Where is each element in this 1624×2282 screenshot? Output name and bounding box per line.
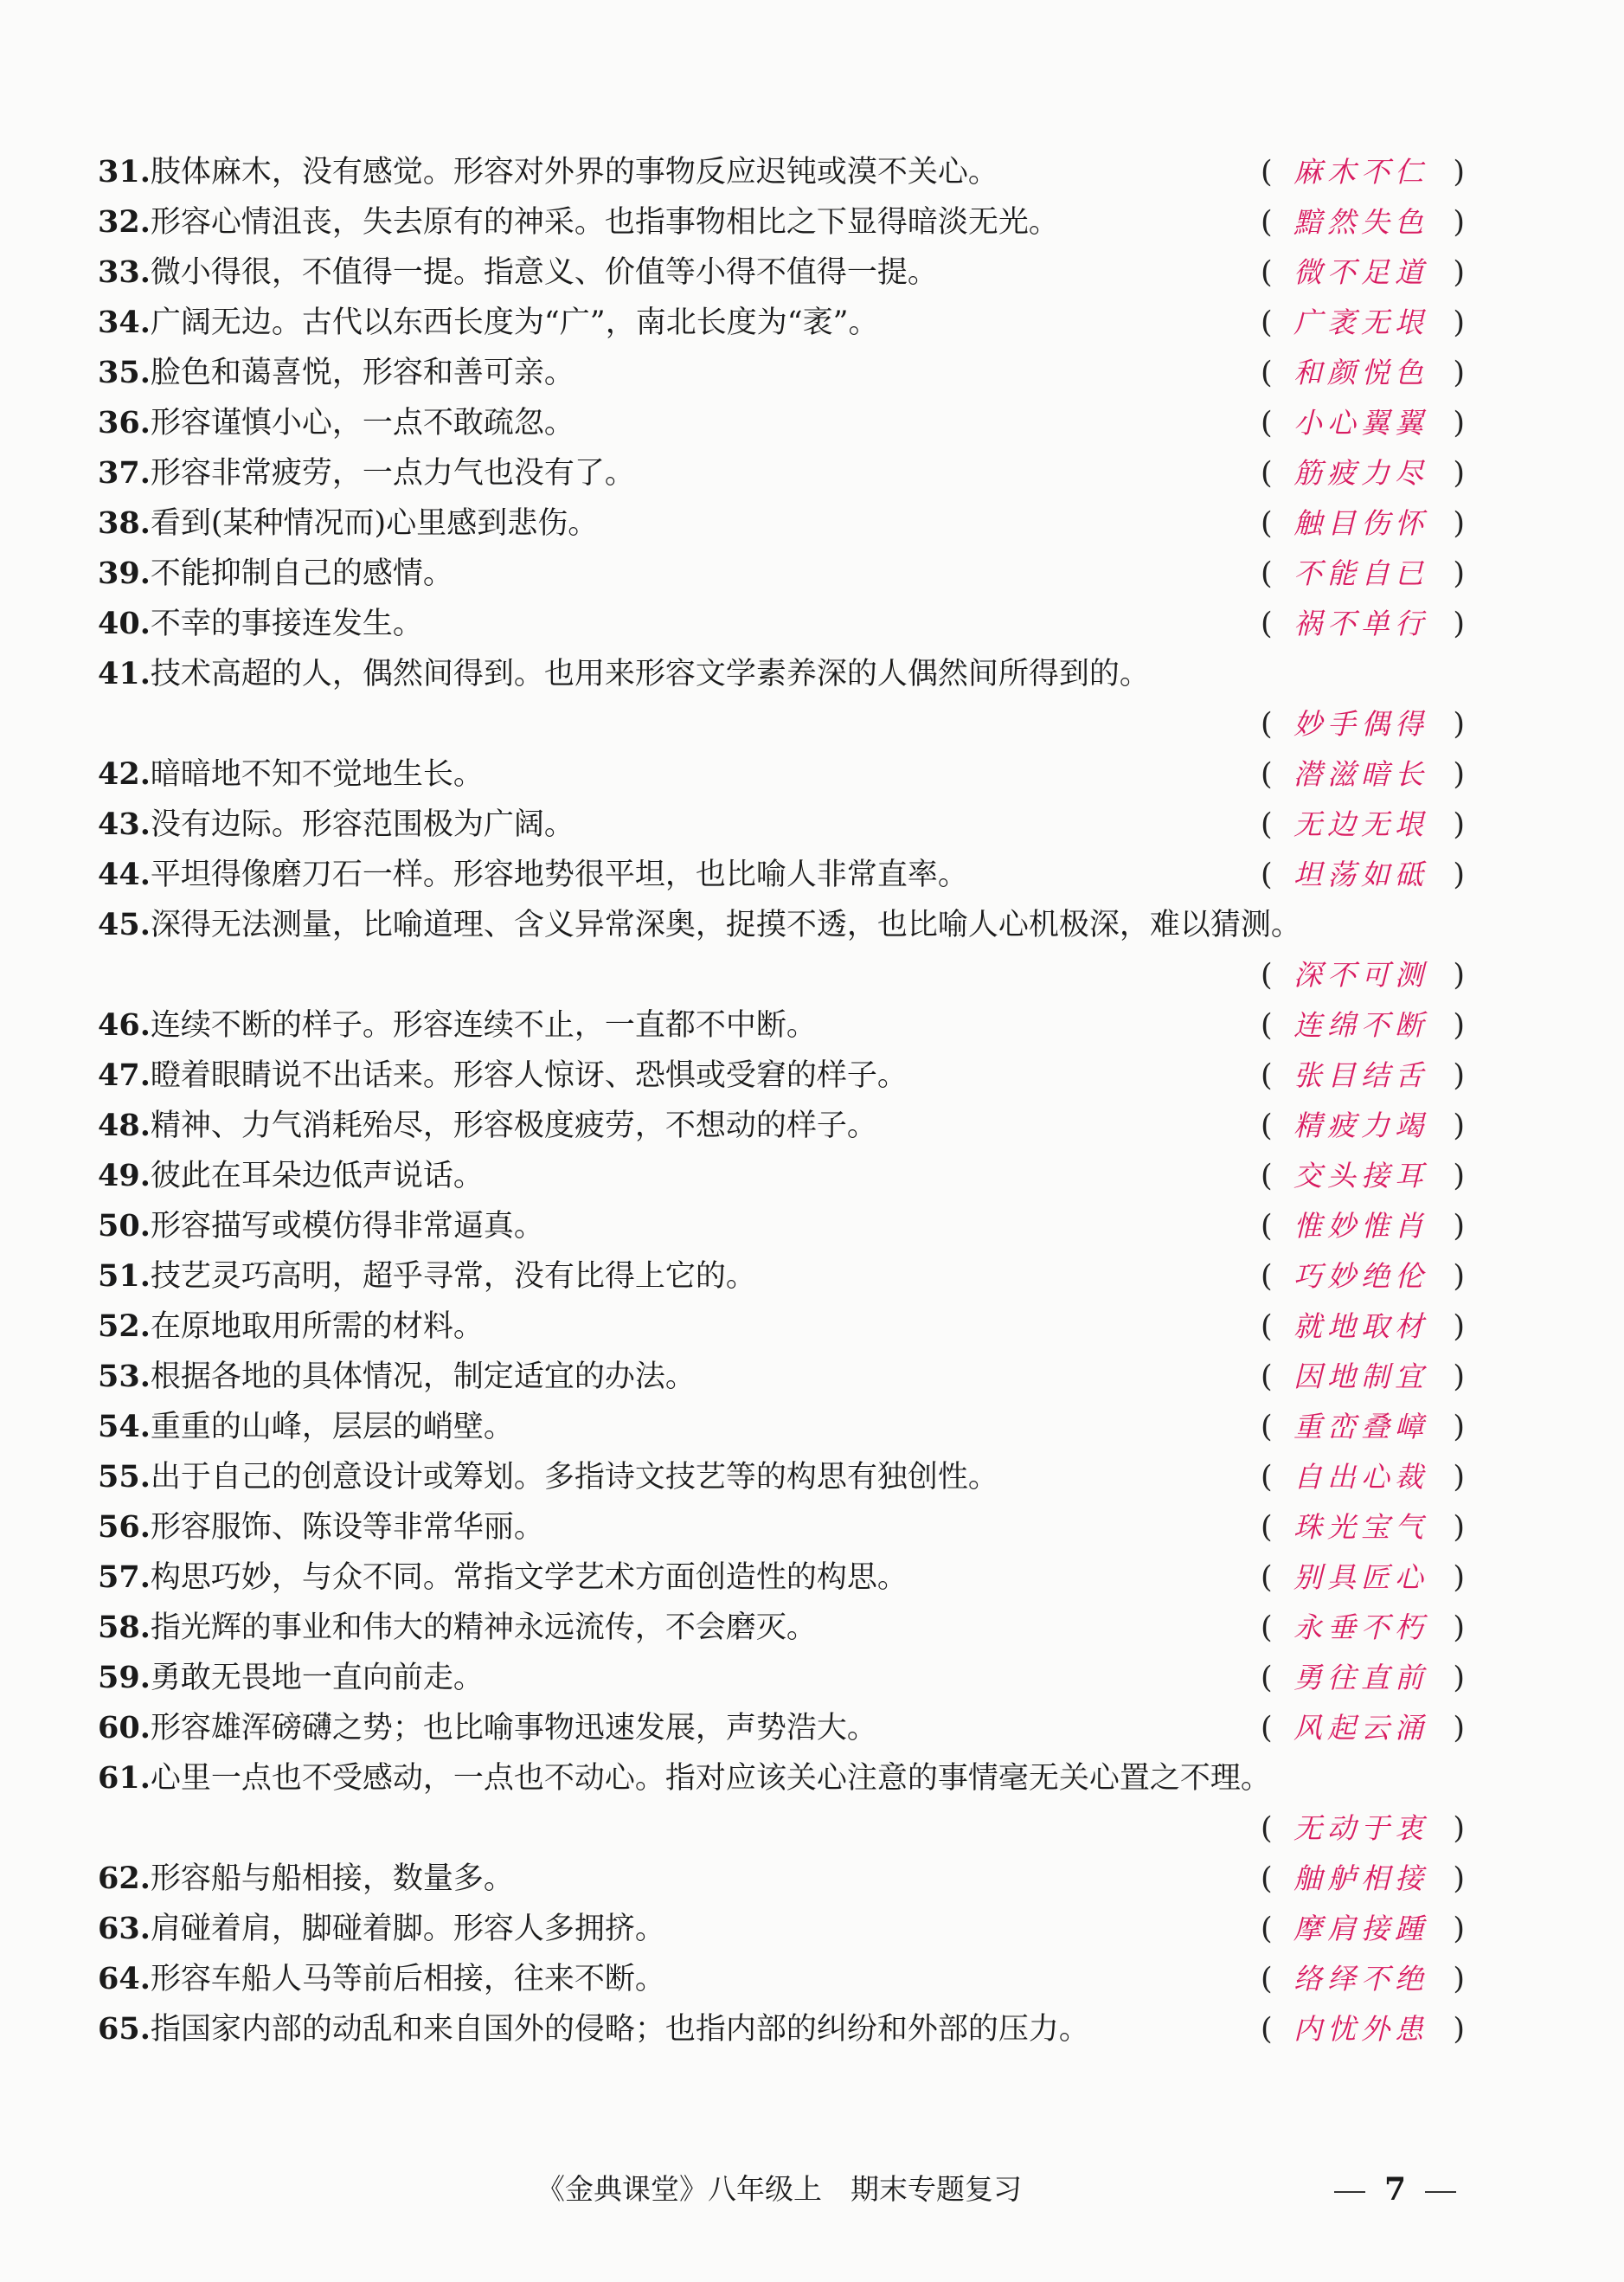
question — [98, 1352, 696, 1402]
question-text: 构思巧妙，与众不同。常指文学艺术方面创造性的构思。 — [150, 1560, 908, 1595]
close-paren: ) — [1453, 1460, 1465, 1495]
question-number: 41. — [98, 656, 151, 691]
close-paren: ) — [1453, 1360, 1465, 1394]
handwritten-answer: 麻木不仁 — [1293, 155, 1428, 189]
list-item — [98, 1502, 1465, 1552]
close-paren: ) — [1453, 1861, 1465, 1896]
question-text: 出于自己的创意设计或筹划。多指诗文技艺等的构思有独创性。 — [150, 1460, 998, 1495]
question-number: 56. — [98, 1509, 151, 1545]
close-paren: ) — [1453, 1560, 1465, 1595]
question-number: 51. — [98, 1258, 151, 1294]
close-paren: ) — [1453, 406, 1465, 440]
close-paren: ) — [1453, 1008, 1465, 1043]
list-item — [98, 1603, 1465, 1653]
handwritten-answer: 惟妙惟肖 — [1293, 1209, 1428, 1243]
handwritten-answer: 无边无垠 — [1293, 807, 1428, 841]
handwritten-answer: 永垂不朽 — [1293, 1610, 1428, 1644]
question — [98, 1201, 544, 1251]
question-number: 46. — [98, 1007, 151, 1043]
handwritten-answer: 珠光宝气 — [1293, 1510, 1428, 1544]
close-paren: ) — [1453, 556, 1465, 591]
close-paren: ) — [1453, 255, 1465, 290]
question-number: 42. — [98, 756, 151, 792]
list-item — [98, 247, 1465, 298]
close-paren: ) — [1453, 2012, 1465, 2047]
question-text: 形容车船人马等前后相接，往来不断。 — [150, 1962, 665, 1996]
handwritten-answer: 触目伤怀 — [1293, 506, 1428, 540]
close-paren: ) — [1453, 707, 1465, 742]
list-item — [98, 147, 1465, 197]
question-text: 形容雄浑磅礴之势；也比喻事物迅速发展，声势浩大。 — [150, 1711, 877, 1745]
close-paren: ) — [1453, 1510, 1465, 1545]
question — [98, 1302, 484, 1352]
handwritten-answer: 精疲力竭 — [1293, 1109, 1428, 1142]
open-paren: ( — [1261, 1560, 1273, 1595]
question-text: 精神、力气消耗殆尽，形容极度疲劳，不想动的样子。 — [150, 1109, 877, 1143]
question-number: 36. — [98, 405, 151, 440]
handwritten-answer: 因地制宜 — [1293, 1360, 1428, 1393]
question-number: 54. — [98, 1409, 151, 1444]
list-item — [98, 348, 1465, 398]
list-item — [98, 1904, 1465, 1954]
question-text: 肩碰着肩，脚碰着脚。形容人多拥挤。 — [150, 1912, 665, 1946]
list-item — [98, 850, 1465, 900]
close-paren: ) — [1453, 1711, 1465, 1745]
open-paren: ( — [1261, 1861, 1273, 1896]
close-paren: ) — [1453, 1962, 1465, 1996]
idiom-list — [98, 147, 1465, 2054]
question-number: 32. — [98, 204, 151, 240]
open-paren: ( — [1261, 1058, 1273, 1093]
question — [98, 1051, 908, 1101]
question-text: 深得无法测量，比喻道理、含义异常深奥，捉摸不透，也比喻人心机极深，难以猜测。 — [150, 908, 1301, 942]
question-number: 55. — [98, 1459, 151, 1495]
open-paren: ( — [1261, 757, 1273, 792]
handwritten-answer: 连绵不断 — [1293, 1008, 1428, 1042]
handwritten-answer: 交头接耳 — [1293, 1159, 1428, 1192]
question — [98, 398, 574, 448]
close-paren: ) — [1453, 1259, 1465, 1294]
handwritten-answer: 别具匠心 — [1293, 1560, 1428, 1594]
question-number: 38. — [98, 505, 151, 541]
open-paren: ( — [1261, 1912, 1273, 1946]
question-number: 34. — [98, 305, 151, 340]
close-paren: ) — [1453, 807, 1465, 842]
open-paren: ( — [1261, 406, 1273, 440]
close-paren: ) — [1453, 506, 1465, 541]
list-item — [98, 1954, 1465, 2004]
question-number: 49. — [98, 1158, 151, 1193]
list-item — [98, 398, 1465, 448]
open-paren: ( — [1261, 1410, 1273, 1444]
handwritten-answer: 广袤无垠 — [1293, 305, 1428, 339]
open-paren: ( — [1261, 1661, 1273, 1695]
handwritten-answer: 络绎不绝 — [1293, 1962, 1428, 1996]
question-number: 47. — [98, 1057, 151, 1093]
question-text: 勇敢无畏地一直向前走。 — [150, 1661, 484, 1695]
close-paren: ) — [1453, 1159, 1465, 1193]
open-paren: ( — [1261, 858, 1273, 892]
question-number: 61. — [98, 1760, 151, 1796]
handwritten-answer: 摩肩接踵 — [1293, 1912, 1428, 1945]
handwritten-answer: 潜滋暗长 — [1293, 757, 1428, 791]
question — [98, 147, 998, 197]
question — [98, 247, 938, 298]
question-number: 43. — [98, 807, 151, 842]
question-number: 35. — [98, 355, 151, 390]
handwritten-answer: 巧妙绝伦 — [1293, 1259, 1428, 1293]
question — [98, 1653, 484, 1703]
question-text: 平坦得像磨刀石一样。形容地势很平坦，也比喻人非常直率。 — [150, 858, 968, 892]
list-item — [98, 2004, 1465, 2054]
question — [98, 498, 598, 549]
close-paren: ) — [1453, 155, 1465, 190]
open-paren: ( — [1261, 1259, 1273, 1294]
list-item — [98, 1201, 1465, 1251]
question — [98, 1703, 877, 1753]
list-item — [98, 1653, 1465, 1703]
handwritten-answer: 重峦叠嶂 — [1293, 1410, 1428, 1443]
open-paren: ( — [1261, 1008, 1273, 1043]
open-paren: ( — [1261, 1962, 1273, 1996]
list-item — [98, 197, 1465, 247]
open-paren: ( — [1261, 707, 1273, 742]
question-number: 52. — [98, 1308, 151, 1344]
question-text: 形容谨慎小心，一点不敢疏忽。 — [150, 406, 574, 440]
question-text: 形容心情沮丧，失去原有的神采。也指事物相比之下显得暗淡无光。 — [150, 205, 1059, 240]
list-item — [98, 1854, 1465, 1904]
question — [98, 1603, 817, 1653]
list-item — [98, 1452, 1465, 1502]
question — [98, 2004, 1089, 2054]
question-number: 62. — [98, 1861, 151, 1896]
handwritten-answer: 小心翼翼 — [1293, 406, 1428, 440]
list-item — [98, 900, 1465, 1000]
question — [98, 749, 484, 800]
open-paren: ( — [1261, 1711, 1273, 1745]
list-item — [98, 448, 1465, 498]
question-number: 39. — [98, 556, 151, 591]
question-number: 57. — [98, 1559, 151, 1595]
question-number: 53. — [98, 1359, 151, 1394]
close-paren: ) — [1453, 1811, 1465, 1846]
question — [98, 1101, 877, 1151]
handwritten-answer: 祸不单行 — [1293, 607, 1428, 640]
question — [98, 800, 574, 850]
close-paren: ) — [1453, 1058, 1465, 1093]
question-number: 45. — [98, 907, 151, 942]
question — [98, 1151, 484, 1201]
close-paren: ) — [1453, 1309, 1465, 1344]
question — [98, 549, 453, 599]
question — [98, 1452, 998, 1502]
question-text: 形容服饰、陈设等非常华丽。 — [150, 1510, 544, 1545]
question-text: 形容描写或模仿得非常逼真。 — [150, 1209, 544, 1244]
page-footer — [0, 2163, 1624, 2215]
open-paren: ( — [1261, 1460, 1273, 1495]
question — [98, 599, 423, 649]
question-number: 60. — [98, 1710, 151, 1745]
open-paren: ( — [1261, 958, 1273, 993]
question-text: 指国家内部的动乱和来自国外的侵略；也指内部的纠纷和外部的压力。 — [150, 2012, 1089, 2047]
close-paren: ) — [1453, 1912, 1465, 1946]
open-paren: ( — [1261, 807, 1273, 842]
question-text: 形容船与船相接，数量多。 — [150, 1861, 514, 1896]
dash-right — [1425, 2191, 1456, 2193]
open-paren: ( — [1261, 255, 1273, 290]
open-paren: ( — [1261, 1360, 1273, 1394]
list-item — [98, 1101, 1465, 1151]
open-paren: ( — [1261, 506, 1273, 541]
question-number: 59. — [98, 1660, 151, 1695]
handwritten-answer: 舳舻相接 — [1293, 1861, 1428, 1895]
handwritten-answer: 无动于衷 — [1293, 1811, 1428, 1845]
handwritten-answer: 风起云涌 — [1293, 1711, 1428, 1745]
question-number: 63. — [98, 1911, 151, 1946]
question-text: 指光辉的事业和伟大的精神永远流传，不会磨灭。 — [150, 1610, 817, 1645]
open-paren: ( — [1261, 205, 1273, 240]
question-text: 技艺灵巧高明，超乎寻常，没有比得上它的。 — [150, 1259, 756, 1294]
question — [98, 1251, 756, 1302]
open-paren: ( — [1261, 155, 1273, 190]
question — [98, 1954, 665, 2004]
list-item — [98, 1000, 1465, 1051]
question-text: 彼此在耳朵边低声说话。 — [150, 1159, 484, 1193]
open-paren: ( — [1261, 356, 1273, 390]
list-item — [98, 1251, 1465, 1302]
question-number: 48. — [98, 1108, 151, 1143]
question-text: 不幸的事接连发生。 — [150, 607, 423, 641]
close-paren: ) — [1453, 858, 1465, 892]
question-text: 不能抑制自己的感情。 — [150, 556, 453, 591]
question-text: 微小得很，不值得一提。指意义、价值等小得不值得一提。 — [150, 255, 938, 290]
question — [98, 197, 1059, 247]
open-paren: ( — [1261, 1510, 1273, 1545]
list-item — [98, 1753, 1465, 1854]
book-title: 《金典课堂》八年级上 期末专题复习 — [536, 2172, 1022, 2206]
question-number: 58. — [98, 1610, 151, 1645]
handwritten-answer: 坦荡如砥 — [1293, 858, 1428, 891]
handwritten-answer: 就地取材 — [1293, 1309, 1428, 1343]
question-text: 在原地取用所需的材料。 — [150, 1309, 484, 1344]
question — [98, 348, 574, 398]
list-item — [98, 649, 1465, 749]
question-text: 重重的山峰，层层的峭壁。 — [150, 1410, 514, 1444]
question-text: 看到(某种情况而)心里感到悲伤。 — [150, 506, 599, 541]
close-paren: ) — [1453, 305, 1465, 340]
open-paren: ( — [1261, 456, 1273, 491]
close-paren: ) — [1453, 958, 1465, 993]
handwritten-answer: 和颜悦色 — [1293, 356, 1428, 389]
question-text: 心里一点也不受感动，一点也不动心。指对应该关心注意的事情毫无关心置之不理。 — [150, 1761, 1271, 1796]
question — [98, 649, 1150, 699]
list-item — [98, 749, 1465, 800]
list-item — [98, 800, 1465, 850]
question-number: 40. — [98, 606, 151, 641]
question-text: 连续不断的样子。形容连续不止，一直都不中断。 — [150, 1008, 817, 1043]
list-item — [98, 1402, 1465, 1452]
open-paren: ( — [1261, 1811, 1273, 1846]
list-item — [98, 599, 1465, 649]
list-item — [98, 549, 1465, 599]
question-number: 64. — [98, 1961, 151, 1996]
handwritten-answer: 不能自已 — [1293, 556, 1428, 590]
question-text: 暗暗地不知不觉地生长。 — [150, 757, 484, 792]
close-paren: ) — [1453, 1610, 1465, 1645]
dash-left — [1334, 2191, 1365, 2193]
list-item — [98, 1552, 1465, 1603]
question-number: 65. — [98, 2011, 151, 2047]
list-item — [98, 1302, 1465, 1352]
close-paren: ) — [1453, 757, 1465, 792]
question-text: 根据各地的具体情况，制定适宜的办法。 — [150, 1360, 696, 1394]
question-text: 没有边际。形容范围极为广阔。 — [150, 807, 574, 842]
open-paren: ( — [1261, 1610, 1273, 1645]
question — [98, 1502, 544, 1552]
open-paren: ( — [1261, 1209, 1273, 1244]
handwritten-answer: 妙手偶得 — [1293, 707, 1428, 741]
close-paren: ) — [1453, 205, 1465, 240]
question-text: 脸色和蔼喜悦，形容和善可亲。 — [150, 356, 574, 390]
question-number: 50. — [98, 1208, 151, 1244]
question — [98, 448, 635, 498]
question-text: 肢体麻木，没有感觉。形容对外界的事物反应迟钝或漠不关心。 — [150, 155, 998, 190]
open-paren: ( — [1261, 1159, 1273, 1193]
question-text: 广阔无边。古代以东西长度为“广”，南北长度为“袤”。 — [150, 305, 879, 340]
handwritten-answer: 深不可测 — [1293, 958, 1428, 992]
question — [98, 298, 878, 348]
question-number: 37. — [98, 455, 151, 491]
list-item — [98, 498, 1465, 549]
page-number-block — [1315, 2163, 1475, 2215]
question-text: 技术高超的人，偶然间得到。也用来形容文学素养深的人偶然间所得到的。 — [150, 657, 1150, 691]
close-paren: ) — [1453, 456, 1465, 491]
close-paren: ) — [1453, 356, 1465, 390]
list-item — [98, 1703, 1465, 1753]
open-paren: ( — [1261, 607, 1273, 641]
close-paren: ) — [1453, 607, 1465, 641]
close-paren: ) — [1453, 1661, 1465, 1695]
question-number: 31. — [98, 154, 151, 190]
handwritten-answer: 张目结舌 — [1293, 1058, 1428, 1092]
question — [98, 1402, 514, 1452]
question — [98, 900, 1301, 950]
handwritten-answer: 内忧外患 — [1293, 2012, 1428, 2046]
page-number: 7 — [1384, 2171, 1407, 2208]
close-paren: ) — [1453, 1209, 1465, 1244]
question — [98, 1753, 1271, 1803]
question — [98, 1854, 514, 1904]
list-item — [98, 1051, 1465, 1101]
handwritten-answer: 筋疲力尽 — [1293, 456, 1428, 490]
question-text: 瞪着眼睛说不出话来。形容人惊讶、恐惧或受窘的样子。 — [150, 1058, 908, 1093]
question — [98, 1552, 908, 1603]
open-paren: ( — [1261, 1309, 1273, 1344]
question-number: 33. — [98, 254, 151, 290]
question-number: 44. — [98, 857, 151, 892]
open-paren: ( — [1261, 1109, 1273, 1143]
close-paren: ) — [1453, 1410, 1465, 1444]
handwritten-answer: 微不足道 — [1293, 255, 1428, 289]
question — [98, 1000, 817, 1051]
open-paren: ( — [1261, 2012, 1273, 2047]
question — [98, 850, 968, 900]
question-text: 形容非常疲劳，一点力气也没有了。 — [150, 456, 635, 491]
list-item — [98, 298, 1465, 348]
list-item — [98, 1352, 1465, 1402]
handwritten-answer: 自出心裁 — [1293, 1460, 1428, 1494]
close-paren: ) — [1453, 1109, 1465, 1143]
handwritten-answer: 勇往直前 — [1293, 1661, 1428, 1694]
list-item — [98, 1151, 1465, 1201]
open-paren: ( — [1261, 305, 1273, 340]
handwritten-answer: 黯然失色 — [1293, 205, 1428, 239]
question — [98, 1904, 665, 1954]
open-paren: ( — [1261, 556, 1273, 591]
